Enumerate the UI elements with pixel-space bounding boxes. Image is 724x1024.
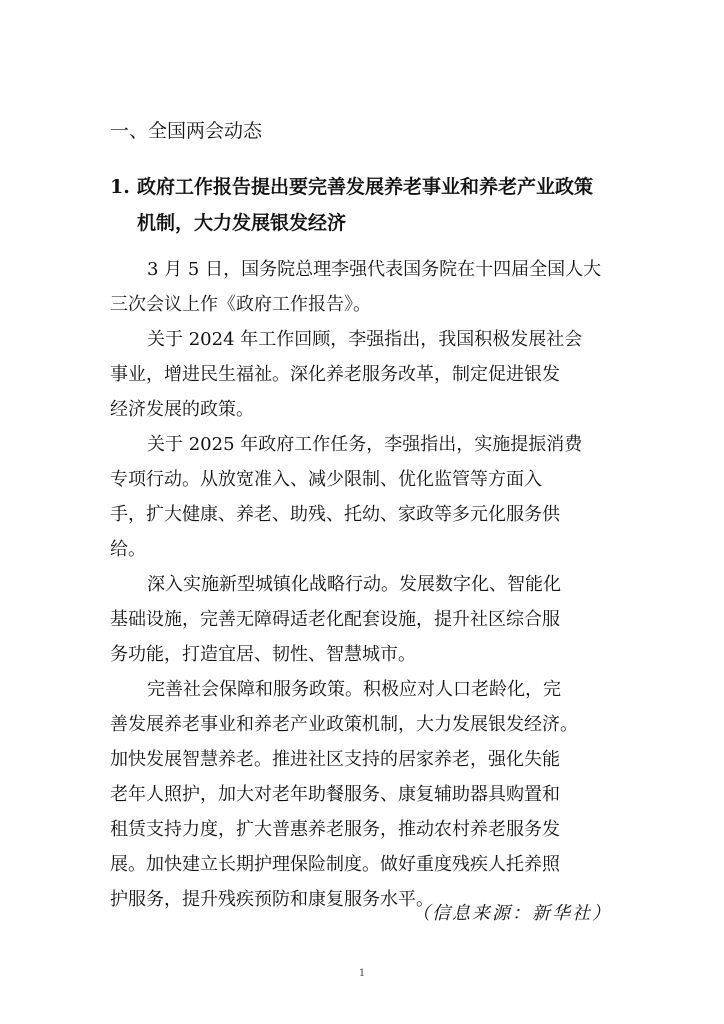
article-title-line-1 bbox=[110, 169, 620, 205]
body-line: 基础设施，完善无障碍适老化配套设施，提升社区综合服 bbox=[110, 609, 560, 630]
body-line: 加快发展智慧养老。推进社区支持的居家养老，强化失能 bbox=[110, 749, 560, 770]
body-line: 完善社会保障和服务政策。积极应对人口老龄化，完 bbox=[147, 679, 561, 700]
body-line: 善发展养老事业和养老产业政策机制，大力发展银发经济。 bbox=[110, 714, 578, 735]
body-line: 3 月 5 日，国务院总理李强代表国务院在十四届全国人大 bbox=[147, 259, 602, 280]
body-line: 给。 bbox=[110, 539, 146, 560]
body-line: 事业，增进民生福祉。深化养老服务改革，制定促进银发 bbox=[110, 364, 560, 385]
body-line: 专项行动。从放宽准入、减少限制、优化监管等方面入 bbox=[110, 469, 542, 490]
body-line: 租赁支持力度，扩大普惠养老服务，推动农村养老服务发 bbox=[110, 819, 560, 840]
article-body bbox=[110, 252, 620, 917]
article-number: 1. bbox=[110, 176, 130, 198]
section-heading: 一、全国两会动态 bbox=[110, 120, 263, 142]
body-line: 手，扩大健康、养老、助残、托幼、家政等多元化服务供 bbox=[110, 504, 560, 525]
article-title bbox=[110, 169, 620, 241]
body-line: 经济发展的政策。 bbox=[110, 399, 254, 420]
page-number: 1 bbox=[358, 968, 366, 979]
article-title-line-2: 机制，大力发展银发经济 bbox=[137, 212, 347, 234]
body-line: 三次会议上作《政府工作报告》。 bbox=[110, 294, 371, 315]
body-line: 老年人照护，加大对老年助餐服务、康复辅助器具购置和 bbox=[110, 784, 560, 805]
body-line: 深入实施新型城镇化战略行动。发展数字化、智能化 bbox=[147, 574, 561, 595]
body-line: 护服务，提升残疾预防和康复服务水平。 bbox=[110, 889, 434, 910]
article-title-text-1: 政府工作报告提出要完善发展养老事业和养老产业政策 bbox=[137, 176, 594, 198]
body-line: 关于 2024 年工作回顾，李强指出，我国积极发展社会 bbox=[147, 329, 583, 350]
body-line: 务功能，打造宜居、韧性、智慧城市。 bbox=[110, 644, 416, 665]
body-line: 展。加快建立长期护理保险制度。做好重度残疾人托养照 bbox=[110, 854, 560, 875]
body-line: 关于 2025 年政府工作任务，李强指出，实施提振消费 bbox=[147, 434, 583, 455]
source-attribution: （信息来源：新华社） bbox=[412, 903, 612, 924]
